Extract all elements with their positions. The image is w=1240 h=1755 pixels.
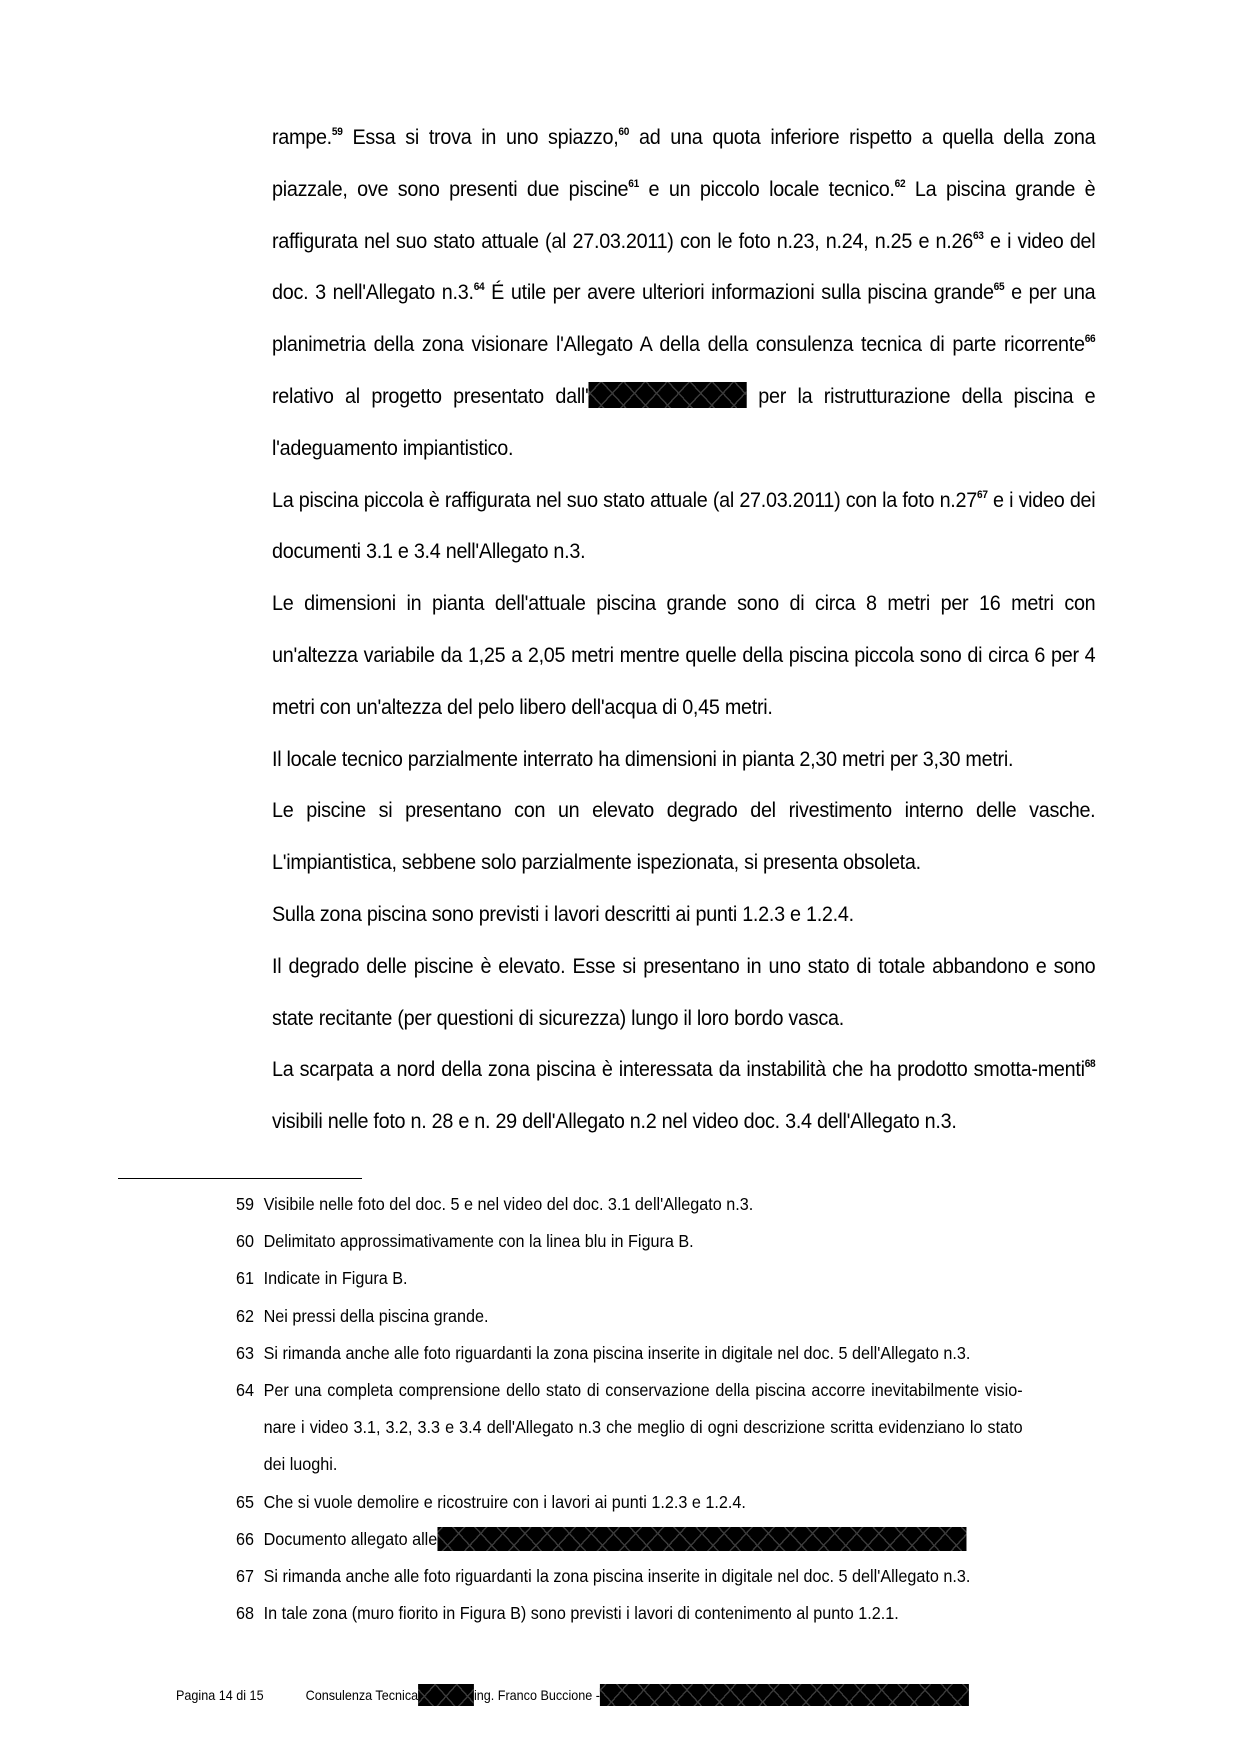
footnote-text: Nei pressi della piscina grande. (263, 1305, 489, 1326)
footnote-number: 65 (236, 1491, 255, 1512)
text-run: rampe. (272, 125, 332, 149)
footnote-ref-65[interactable]: 65 (993, 281, 1005, 294)
paragraph-3: Le dimensioni in pianta dell'attuale piscina grande sono di circa 8 metri per 16 metri con un'altezza variabile da 1,25 a 2,05 metri mentre quelle della piscina piccola sono di circa 6 per 4 metri con un'altezza del pelo libero dell'acqua di 0,45 metri. (272, 591, 1096, 719)
text-run: Essa si trova in uno spiazzo, (342, 125, 619, 149)
footnote-ref-64[interactable]: 64 (473, 281, 485, 294)
footnote-ref-62[interactable]: 62 (894, 177, 906, 190)
redaction-block (600, 1684, 969, 1706)
footnote-item (236, 1484, 1023, 1521)
text-run: per la ristrutturazione della piscina e l'adeguamento impiantistico. (272, 383, 1096, 460)
footnote-ref-63[interactable]: 63 (972, 229, 984, 242)
footnote-number: 62 (236, 1305, 255, 1326)
footnote-number: 68 (236, 1603, 255, 1624)
paragraph-8 (272, 1044, 1095, 1148)
footnote-number: 67 (236, 1566, 255, 1587)
footnote-separator (118, 1178, 362, 1179)
footnote-item (236, 1372, 1023, 1484)
footnote-item (236, 1298, 1023, 1335)
footnote-number: 59 (236, 1194, 255, 1214)
footnote-text: Delimitato approssimativamente con la linea blu in Figura B. (263, 1231, 694, 1252)
footnote-item (236, 1335, 1023, 1372)
redaction-block (418, 1684, 474, 1706)
footnote-number: 63 (236, 1342, 255, 1363)
footnote-text: Che si vuole demolire e ricostruire con i lavori ai punti 1.2.3 e 1.2.4. (263, 1491, 746, 1512)
text-run: La piscina grande è raffigurata nel suo stato attuale (al 27.03.2011) con le foto n.23, n.24, n.25 e n.26 (272, 176, 1096, 253)
text-run: La scarpata a nord della zona piscina è interessata da instabilità che ha prodotto smotta-menti (272, 1057, 1085, 1082)
paragraph-7: Il degrado delle piscine è elevato. Esse si presentano in uno stato di totale abbandono e sono state recitante (per questioni di sicurezza) lungo il loro bordo vasca. (272, 953, 1096, 1030)
paragraph-6: Sulla zona piscina sono previsti i lavori descritti ai punti 1.2.3 e 1.2.4. (272, 901, 854, 926)
paragraph-1 (272, 112, 1095, 475)
text-run: e i video del doc. 3 nell'Allegato n.3. (272, 228, 1096, 305)
body-text (272, 112, 1095, 1148)
text-run: É utile per avere ulteriori informazioni sulla piscina grande (484, 280, 994, 305)
text-run: relativo al progetto presentato dall' (272, 383, 589, 408)
footnote-item (236, 1558, 1023, 1595)
text-run: ad una quota inferiore rispetto a quella della zona piazzale, ove sono presenti due piscine (272, 125, 1096, 201)
redaction-block (589, 382, 747, 408)
footnote-ref-67[interactable]: 67 (976, 488, 988, 501)
footnote-number: 61 (236, 1268, 255, 1289)
redaction-block (437, 1527, 966, 1551)
footnote-text: Visibile nelle foto del doc. 5 e nel video del doc. 3.1 dell'Allegato n.3. (263, 1194, 754, 1214)
page-footer (176, 1684, 1121, 1706)
footnote-ref-66[interactable]: 66 (1084, 333, 1096, 346)
footnote-ref-60[interactable]: 60 (618, 126, 630, 138)
footnote-item (236, 1521, 1023, 1558)
footnote-text (264, 1521, 1023, 1558)
paragraph-2 (272, 475, 1095, 579)
footnote-number: 66 (236, 1528, 255, 1549)
footnote-text: Si rimanda anche alle foto riguardanti la zona piscina inserite in digitale nel doc. 5 dell'Allegato n.3. (263, 1566, 971, 1587)
paragraph-5: Le piscine si presentano con un elevato degrado del rivestimento interno delle vasche. L'impiantistica, sebbene solo parzialmente ispezionata, si presenta obsoleta. (272, 798, 1096, 875)
footnote-number: 64 (236, 1380, 255, 1401)
text-run: La piscina piccola è raffigurata nel suo stato attuale (al 27.03.2011) con la foto n.27 (272, 487, 977, 512)
footnote-text: Indicate in Figura B. (263, 1268, 408, 1289)
footnote-ref-68[interactable]: 68 (1084, 1058, 1096, 1071)
text-run: visibili nelle foto n. 28 e n. 29 dell'Allegato n.2 nel video doc. 3.4 dell'Allegato n.3. (272, 1109, 957, 1134)
footnote-ref-61[interactable]: 61 (628, 177, 639, 190)
footnote-number: 60 (236, 1231, 255, 1252)
footnote-item (236, 1223, 1023, 1260)
text-run: e un piccolo locale tecnico. (638, 176, 895, 201)
text-run: e per una planimetria della zona visionare l'Allegato A della della consulenza tecnica di parte ricorrente (272, 280, 1096, 357)
footnote-text: Si rimanda anche alle foto riguardanti la zona piscina inserite in digitale nel doc. 5 dell'Allegato n.3. (263, 1342, 971, 1363)
footnote-text: Per una completa comprensione dello stato di conservazione della piscina accorre inevitabilmente visio-nare i video 3.1, 3.2, 3.3 e 3.4 dell'Allegato n.3 che meglio di ogni descrizione scritta evidenziano lo stato dei luoghi. (263, 1380, 1023, 1475)
footnote-item (236, 1595, 1023, 1632)
footer-author: ing. Franco Buccione - (473, 1687, 601, 1703)
footnote-text-run: Documento allegato alle (263, 1528, 438, 1549)
footnote-text: In tale zona (muro fiorito in Figura B) sono previsti i lavori di contenimento al punto 1.2.1. (263, 1603, 899, 1624)
page-number: Pagina 14 di 15 (176, 1687, 264, 1703)
footnote-item (236, 1260, 1023, 1297)
paragraph-4: Il locale tecnico parzialmente interrato ha dimensioni in pianta 2,30 metri per 3,30 metri. (272, 746, 1014, 771)
footnote-ref-59[interactable]: 59 (331, 126, 343, 138)
footer-title: Consulenza Tecnica (305, 1687, 419, 1703)
text-run: e i video dei documenti 3.1 e 3.4 nell'Allegato n.3. (272, 487, 1096, 564)
footnotes-list (236, 1186, 1023, 1632)
footnote-item (236, 1186, 1023, 1223)
